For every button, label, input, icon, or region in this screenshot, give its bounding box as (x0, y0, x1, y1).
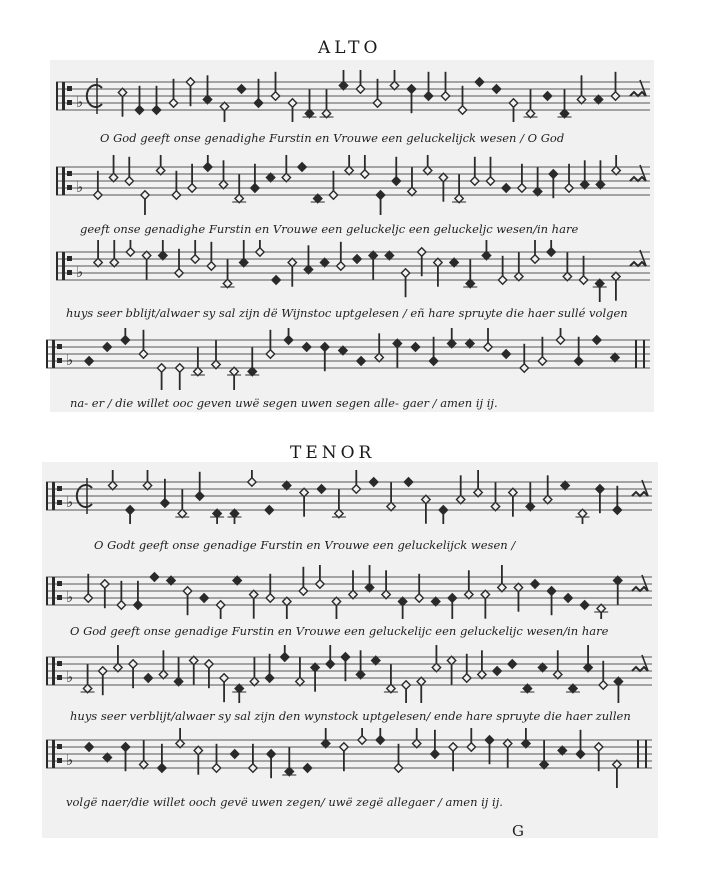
note-glyph (613, 760, 621, 788)
note-glyph (161, 479, 169, 507)
note-glyph (565, 164, 573, 192)
note-glyph (186, 78, 194, 106)
note-glyph (594, 95, 602, 103)
note-glyph (449, 743, 457, 771)
note-glyph (611, 72, 619, 100)
alto-staff-3 (56, 240, 650, 302)
flat-sign-icon: ♭ (66, 588, 74, 606)
note-glyph (547, 240, 555, 256)
note-glyph (249, 744, 257, 772)
note-glyph (522, 728, 530, 748)
note-glyph (233, 576, 241, 584)
note-glyph (94, 240, 102, 267)
note-glyph (339, 346, 347, 354)
note-glyph (237, 85, 245, 93)
note-glyph (450, 258, 458, 266)
note-glyph (392, 157, 400, 185)
note-glyph (329, 171, 337, 199)
note-glyph (423, 155, 431, 175)
note-glyph (448, 328, 456, 348)
note-glyph (358, 728, 366, 744)
note-glyph (200, 594, 208, 602)
note-glyph (207, 242, 215, 270)
note-glyph (429, 337, 437, 365)
note-glyph (256, 240, 264, 256)
alto-staff-2 (56, 155, 650, 215)
note-glyph (167, 576, 175, 584)
note-glyph (538, 663, 546, 671)
note-glyph (99, 667, 107, 695)
flat-sign-icon: ♭ (66, 493, 74, 511)
note-glyph (101, 580, 109, 608)
note-glyph (439, 506, 447, 524)
note-glyph (159, 240, 167, 260)
note-glyph (614, 677, 622, 703)
note-glyph (611, 353, 619, 361)
note-glyph (357, 357, 365, 365)
note-glyph (188, 164, 196, 192)
note-glyph (143, 470, 151, 490)
note-glyph (271, 72, 279, 100)
note-glyph (232, 684, 246, 703)
note-glyph (418, 248, 426, 276)
page-signature-letter: G (512, 822, 524, 840)
note-glyph (520, 344, 528, 372)
note-glyph (282, 155, 290, 182)
note-glyph (121, 328, 129, 344)
note-glyph (126, 240, 134, 256)
note-glyph (228, 509, 242, 524)
note-glyph (556, 328, 564, 344)
note-glyph (370, 478, 378, 486)
note-glyph (110, 240, 118, 267)
note-glyph (340, 743, 348, 771)
note-glyph (482, 240, 490, 260)
note-glyph (231, 750, 239, 758)
note-glyph (183, 587, 191, 615)
note-glyph (599, 661, 607, 689)
flat-sign-icon: ♭ (66, 668, 74, 686)
note-glyph (574, 337, 582, 365)
alto-part-title: ALTO (318, 38, 382, 58)
note-glyph (158, 744, 166, 772)
tenor-staff-2 (46, 565, 652, 619)
alto-staff-4 (46, 328, 650, 390)
note-glyph (141, 191, 149, 215)
note-glyph (204, 155, 212, 171)
note-glyph (432, 645, 440, 672)
note-glyph (227, 367, 241, 390)
note-glyph (498, 565, 506, 592)
alto-lyric-line-2: geeft onse genadighe Furstin en Vrouwe een geluckeljc een geluckeljc wesen/in hare (80, 222, 579, 236)
note-glyph (376, 191, 384, 215)
note-glyph (176, 728, 184, 748)
note-glyph (94, 171, 102, 199)
note-glyph (210, 509, 224, 524)
note-glyph (493, 667, 501, 675)
note-glyph (376, 728, 384, 744)
note-glyph (84, 574, 92, 602)
note-glyph (85, 357, 93, 365)
note-glyph (169, 79, 177, 107)
note-glyph (240, 240, 248, 267)
note-glyph (580, 601, 588, 609)
note-glyph (196, 472, 204, 500)
note-glyph (157, 364, 165, 390)
note-glyph (593, 336, 601, 344)
note-glyph (339, 70, 347, 90)
note-glyph (558, 746, 566, 754)
note-glyph (398, 597, 406, 619)
alto-staff-1 (56, 70, 650, 122)
alto-lyric-line-1: O God geeft onse genadighe Furstin en Vrouwe een geluckelijck wesen / O God (100, 131, 565, 145)
note-glyph (531, 580, 539, 588)
note-glyph (576, 730, 584, 758)
note-glyph (109, 155, 117, 182)
note-glyph (411, 343, 419, 351)
note-glyph (424, 72, 432, 100)
note-glyph (365, 565, 373, 592)
note-glyph (220, 674, 228, 702)
note-glyph (345, 155, 353, 175)
note-glyph (109, 470, 117, 490)
note-glyph (332, 597, 340, 619)
note-glyph (463, 654, 471, 682)
note-glyph (150, 573, 158, 581)
note-glyph (475, 78, 483, 86)
note-glyph (121, 743, 129, 771)
note-glyph (498, 256, 506, 284)
tenor-staff-4 (46, 728, 652, 788)
note-glyph (284, 328, 292, 344)
note-glyph (251, 164, 259, 192)
note-glyph (458, 86, 466, 114)
note-glyph (492, 85, 500, 93)
note-glyph (134, 581, 142, 609)
note-glyph (448, 594, 456, 619)
note-glyph (144, 674, 152, 682)
note-glyph (283, 597, 291, 619)
tenor-lyric-line-2: O God geeft onse genadige Furstin en Vrouwe een geluckelijc een geluckelijc wesen/in hare (70, 624, 609, 638)
note-glyph (402, 681, 410, 703)
note-glyph (547, 587, 555, 615)
flat-sign-icon: ♭ (76, 178, 84, 196)
alto-lyric-line-3: huys seer bblijt/alwaer sy sal zijn dë Wijnstoc uptgelesen / eñ hare spruyte die haer sullé volgen (66, 306, 628, 320)
note-glyph (212, 744, 220, 772)
note-glyph (549, 170, 557, 198)
note-glyph (266, 330, 274, 358)
note-glyph (486, 157, 494, 185)
note-glyph (85, 743, 93, 751)
note-glyph (125, 157, 133, 185)
note-glyph (220, 102, 228, 122)
tenor-lyric-line-3: huys seer verblijt/alwaer sy sal zijn den wynstock uptgelesen/ ende hare spruyte die haer zullen (70, 709, 631, 723)
note-glyph (320, 258, 328, 266)
note-glyph (172, 171, 180, 199)
note-glyph (248, 470, 256, 486)
note-glyph (311, 194, 325, 202)
note-glyph (175, 249, 183, 277)
note-glyph (413, 728, 421, 748)
note-glyph (129, 660, 137, 688)
note-glyph (471, 157, 479, 185)
note-glyph (431, 730, 439, 758)
note-glyph (579, 256, 587, 284)
note-glyph (216, 601, 224, 619)
note-glyph (613, 486, 621, 514)
note-glyph (474, 470, 482, 497)
note-glyph (265, 654, 273, 682)
note-glyph (281, 645, 289, 661)
note-glyph (595, 743, 603, 771)
note-glyph (353, 255, 361, 263)
note-glyph (152, 86, 160, 114)
note-glyph (394, 744, 402, 772)
note-glyph (612, 155, 620, 175)
note-glyph (401, 269, 409, 297)
note-glyph (302, 343, 310, 351)
tenor-staff-1 (46, 470, 652, 524)
note-glyph (432, 597, 440, 605)
note-glyph (321, 343, 329, 371)
note-glyph (267, 750, 275, 778)
note-glyph (337, 242, 345, 270)
note-glyph (564, 594, 572, 602)
note-glyph (317, 485, 325, 493)
tenor-part-title: TENOR (290, 443, 376, 463)
note-glyph (266, 574, 274, 602)
note-glyph (254, 79, 262, 107)
tenor-lyric-line-4: volgë naer/die willet ooch gevë uwen zegen/ uwë zegë allegaer / amen ij ij. (66, 795, 503, 809)
flat-sign-icon: ♭ (66, 351, 74, 369)
note-glyph (502, 350, 510, 358)
note-glyph (593, 279, 607, 302)
tenor-lyric-line-1: O Godt geeft onse genadige Furstin en Vrouwe een geluckelijck wesen / (94, 538, 516, 552)
note-glyph (139, 330, 147, 358)
note-glyph (390, 70, 398, 90)
note-glyph (117, 581, 125, 609)
note-glyph (566, 684, 580, 692)
note-glyph (372, 656, 380, 664)
note-glyph (103, 753, 111, 761)
note-glyph (441, 72, 449, 100)
note-glyph (543, 92, 551, 100)
note-glyph (417, 677, 425, 703)
note-glyph (415, 574, 423, 602)
note-glyph (407, 85, 415, 113)
note-glyph (485, 736, 493, 764)
note-glyph (385, 251, 393, 259)
note-glyph (126, 506, 134, 524)
note-glyph (508, 660, 516, 668)
note-glyph (114, 645, 122, 672)
note-glyph (205, 660, 213, 688)
note-glyph (156, 155, 164, 175)
note-glyph (538, 337, 546, 365)
note-glyph (176, 364, 184, 390)
note-glyph (612, 272, 620, 300)
note-glyph (283, 481, 291, 489)
note-glyph (322, 728, 330, 748)
note-glyph (373, 79, 381, 107)
note-glyph (303, 764, 311, 772)
note-glyph (596, 485, 604, 513)
note-glyph (584, 645, 592, 672)
tenor-staff-3 (46, 645, 652, 703)
note-glyph (299, 567, 307, 595)
note-glyph (298, 163, 306, 171)
flat-sign-icon: ♭ (66, 751, 74, 769)
note-glyph (272, 276, 280, 284)
note-glyph (341, 653, 349, 681)
flat-sign-icon: ♭ (76, 263, 84, 281)
note-glyph (135, 86, 143, 114)
note-glyph (518, 164, 526, 192)
note-glyph (520, 684, 534, 692)
note-glyph (561, 481, 569, 489)
note-glyph (576, 509, 590, 524)
note-glyph (466, 339, 474, 347)
note-glyph (265, 506, 273, 514)
flat-sign-icon: ♭ (76, 93, 84, 111)
note-glyph (103, 343, 111, 351)
note-glyph (266, 173, 274, 181)
note-glyph (502, 184, 510, 192)
note-glyph (594, 604, 608, 619)
note-glyph (404, 478, 412, 486)
alto-lyric-line-4: na- er / die willet ooc geven uwë segen uwen segen alle- gaer / amen ij ij. (70, 396, 498, 410)
